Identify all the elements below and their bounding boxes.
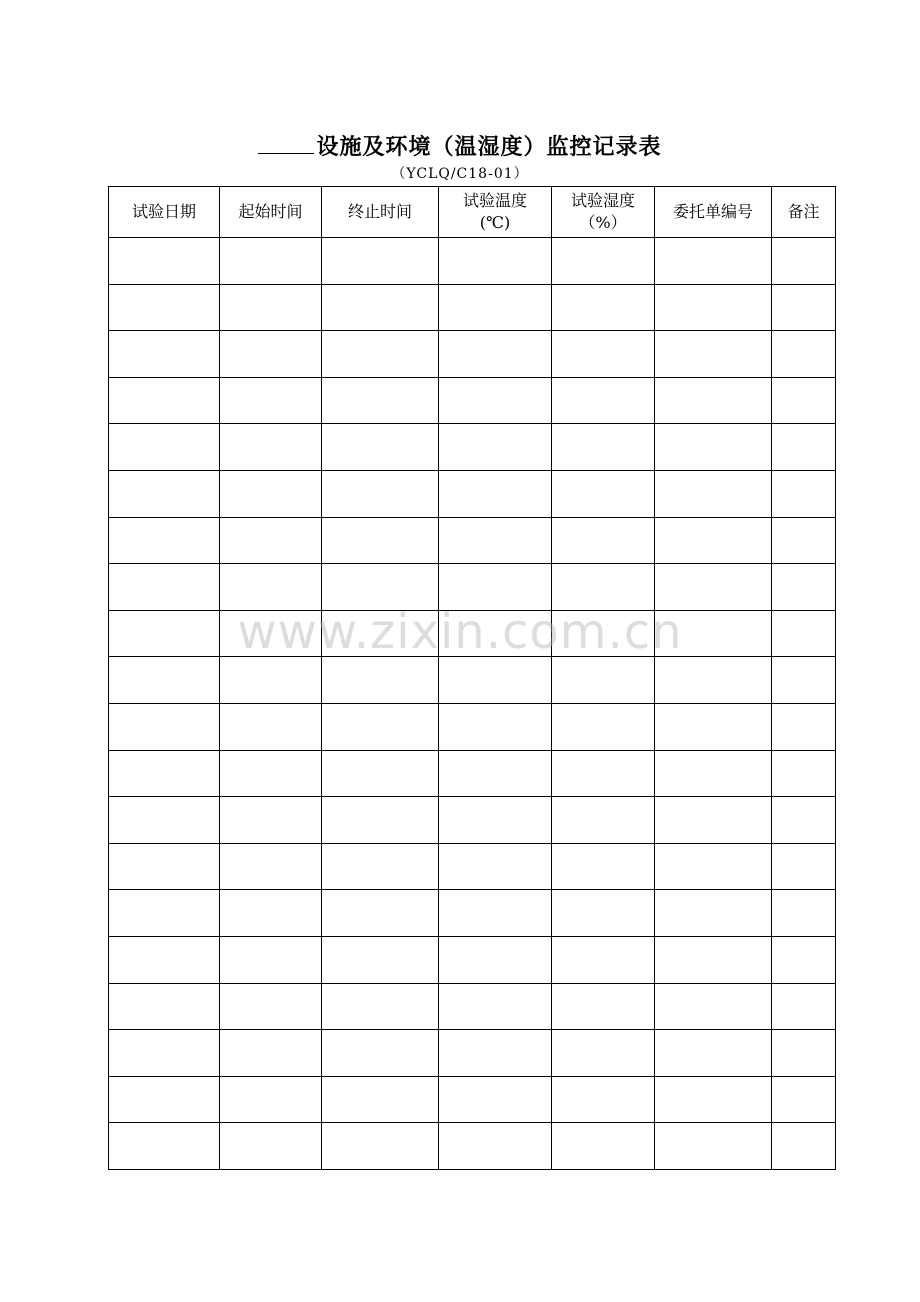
- table-row: [109, 517, 836, 564]
- title-text: 设施及环境（温湿度）监控记录表: [316, 134, 662, 160]
- header-end-time: [322, 187, 439, 238]
- table-cell[interactable]: [322, 750, 439, 797]
- table-cell[interactable]: [439, 1030, 552, 1077]
- table-cell[interactable]: [220, 470, 322, 517]
- table-cell[interactable]: [552, 936, 655, 983]
- table-cell[interactable]: [109, 1123, 220, 1170]
- table-cell[interactable]: [109, 331, 220, 378]
- table-cell[interactable]: [322, 983, 439, 1030]
- table-cell[interactable]: [220, 238, 322, 285]
- table-cell[interactable]: [322, 610, 439, 657]
- table-cell[interactable]: [439, 517, 552, 564]
- table-cell[interactable]: [109, 238, 220, 285]
- table-cell[interactable]: [322, 331, 439, 378]
- table-cell[interactable]: [552, 331, 655, 378]
- table-row: [109, 564, 836, 611]
- table-cell[interactable]: [109, 750, 220, 797]
- table-cell[interactable]: [772, 238, 836, 285]
- table-cell[interactable]: [772, 564, 836, 611]
- table-cell[interactable]: [220, 797, 322, 844]
- table-cell[interactable]: [439, 610, 552, 657]
- table-cell[interactable]: [655, 1076, 772, 1123]
- table-cell[interactable]: [220, 936, 322, 983]
- table-cell[interactable]: [655, 470, 772, 517]
- header-label: 委托单编号: [672, 202, 753, 221]
- table-cell[interactable]: [552, 703, 655, 750]
- table-cell[interactable]: [109, 936, 220, 983]
- table-cell[interactable]: [655, 1123, 772, 1170]
- table-cell[interactable]: [109, 983, 220, 1030]
- table-cell[interactable]: [439, 657, 552, 704]
- table-row: [109, 703, 836, 750]
- header-order-number: [655, 187, 772, 238]
- table-row: [109, 424, 836, 471]
- table-cell[interactable]: [322, 284, 439, 331]
- table-cell[interactable]: [439, 703, 552, 750]
- table-cell[interactable]: [109, 424, 220, 471]
- table-cell[interactable]: [655, 1030, 772, 1077]
- table-cell[interactable]: [772, 1076, 836, 1123]
- table-row: [109, 331, 836, 378]
- table-cell[interactable]: [220, 424, 322, 471]
- table-cell[interactable]: [322, 890, 439, 937]
- table-cell[interactable]: [439, 1076, 552, 1123]
- table-cell[interactable]: [552, 750, 655, 797]
- table-cell[interactable]: [439, 424, 552, 471]
- table-row: [109, 1076, 836, 1123]
- table-cell[interactable]: [322, 1030, 439, 1077]
- header-start-time: [220, 187, 322, 238]
- table-cell[interactable]: [655, 936, 772, 983]
- table-cell[interactable]: [439, 750, 552, 797]
- table-cell[interactable]: [220, 517, 322, 564]
- header-label: 起始时间: [238, 202, 303, 221]
- table-row: [109, 750, 836, 797]
- table-cell[interactable]: [109, 890, 220, 937]
- table-cell[interactable]: [552, 377, 655, 424]
- table-cell[interactable]: [109, 610, 220, 657]
- table-header-row: [109, 187, 836, 238]
- header-unit: (℃): [479, 213, 511, 232]
- table-row: [109, 610, 836, 657]
- table-cell[interactable]: [772, 331, 836, 378]
- table-cell[interactable]: [655, 843, 772, 890]
- monitoring-record-table: [108, 186, 836, 1170]
- table-cell[interactable]: [220, 750, 322, 797]
- table-cell[interactable]: [322, 564, 439, 611]
- table-cell[interactable]: [439, 843, 552, 890]
- table-cell[interactable]: [109, 657, 220, 704]
- table-cell[interactable]: [220, 284, 322, 331]
- table-cell[interactable]: [552, 284, 655, 331]
- table-cell[interactable]: [439, 377, 552, 424]
- table-cell[interactable]: [322, 517, 439, 564]
- table-cell[interactable]: [322, 657, 439, 704]
- table-cell[interactable]: [655, 703, 772, 750]
- table-cell[interactable]: [552, 517, 655, 564]
- table-cell[interactable]: [655, 238, 772, 285]
- table-cell[interactable]: [655, 424, 772, 471]
- table-cell[interactable]: [552, 610, 655, 657]
- table-row: [109, 238, 836, 285]
- table-cell[interactable]: [772, 1030, 836, 1077]
- table-row: [109, 1123, 836, 1170]
- table-cell[interactable]: [439, 890, 552, 937]
- table-cell[interactable]: [109, 284, 220, 331]
- table-cell[interactable]: [322, 377, 439, 424]
- table-cell[interactable]: [220, 1030, 322, 1077]
- table-cell[interactable]: [109, 843, 220, 890]
- table-row: [109, 936, 836, 983]
- header-label: 试验日期: [131, 202, 196, 221]
- table-cell[interactable]: [439, 983, 552, 1030]
- table-cell[interactable]: [322, 1076, 439, 1123]
- table-cell[interactable]: [109, 517, 220, 564]
- table-cell[interactable]: [322, 797, 439, 844]
- table-cell[interactable]: [552, 424, 655, 471]
- table-cell[interactable]: [552, 843, 655, 890]
- table-cell[interactable]: [772, 983, 836, 1030]
- header-test-humidity: [552, 187, 655, 238]
- table-cell[interactable]: [655, 983, 772, 1030]
- table-cell[interactable]: [655, 377, 772, 424]
- table-cell[interactable]: [322, 470, 439, 517]
- form-title: [0, 130, 920, 164]
- table-cell[interactable]: [772, 843, 836, 890]
- table-cell[interactable]: [220, 377, 322, 424]
- table-cell[interactable]: [772, 377, 836, 424]
- header-remarks: [772, 187, 836, 238]
- table-cell[interactable]: [109, 703, 220, 750]
- table-cell[interactable]: [552, 238, 655, 285]
- table-row: [109, 284, 836, 331]
- table-cell[interactable]: [220, 1123, 322, 1170]
- table-cell[interactable]: [322, 703, 439, 750]
- table-cell[interactable]: [772, 750, 836, 797]
- table-cell[interactable]: [439, 1123, 552, 1170]
- table-cell[interactable]: [439, 470, 552, 517]
- table-cell[interactable]: [552, 1123, 655, 1170]
- table-cell[interactable]: [552, 1030, 655, 1077]
- table-cell[interactable]: [220, 657, 322, 704]
- table-cell[interactable]: [552, 1076, 655, 1123]
- table-cell[interactable]: [552, 657, 655, 704]
- table-cell[interactable]: [220, 890, 322, 937]
- table-row: [109, 983, 836, 1030]
- table-cell[interactable]: [772, 936, 836, 983]
- table-cell[interactable]: [220, 843, 322, 890]
- table-cell[interactable]: [655, 284, 772, 331]
- table-cell[interactable]: [439, 936, 552, 983]
- table-cell[interactable]: [322, 1123, 439, 1170]
- table-cell[interactable]: [109, 797, 220, 844]
- table-cell[interactable]: [772, 517, 836, 564]
- header-label: 终止时间: [347, 202, 412, 221]
- table-cell[interactable]: [772, 890, 836, 937]
- table-cell[interactable]: [772, 703, 836, 750]
- table-cell[interactable]: [109, 470, 220, 517]
- table-body: [109, 238, 836, 1170]
- table-cell[interactable]: [109, 377, 220, 424]
- table-cell[interactable]: [220, 983, 322, 1030]
- table-cell[interactable]: [439, 797, 552, 844]
- table-cell[interactable]: [220, 331, 322, 378]
- table-cell[interactable]: [322, 843, 439, 890]
- header-test-temperature: [439, 187, 552, 238]
- table-cell[interactable]: [322, 238, 439, 285]
- table-cell[interactable]: [220, 610, 322, 657]
- header-unit: （%）: [579, 213, 627, 232]
- table-cell[interactable]: [772, 610, 836, 657]
- table-row: [109, 470, 836, 517]
- table-cell[interactable]: [655, 750, 772, 797]
- table-row: [109, 843, 836, 890]
- table-cell[interactable]: [655, 890, 772, 937]
- table-cell[interactable]: [772, 657, 836, 704]
- table-row: [109, 657, 836, 704]
- table-cell[interactable]: [109, 1030, 220, 1077]
- table-cell[interactable]: [655, 797, 772, 844]
- table-cell[interactable]: [655, 564, 772, 611]
- table-cell[interactable]: [439, 284, 552, 331]
- document-code: （YCLQ/C18-01）: [391, 166, 529, 182]
- header-label: 备注: [787, 202, 820, 221]
- table-cell[interactable]: [655, 610, 772, 657]
- table-cell[interactable]: [655, 331, 772, 378]
- table-cell[interactable]: [552, 564, 655, 611]
- table-cell[interactable]: [552, 890, 655, 937]
- table-cell[interactable]: [772, 470, 836, 517]
- table-cell[interactable]: [322, 424, 439, 471]
- table-cell[interactable]: [439, 238, 552, 285]
- table-cell[interactable]: [552, 797, 655, 844]
- header-test-date: [109, 187, 220, 238]
- table-row: [109, 890, 836, 937]
- table-cell[interactable]: [322, 936, 439, 983]
- table-row: [109, 1030, 836, 1077]
- watermark: www.zixin.com.cn: [237, 604, 683, 660]
- table-cell[interactable]: [220, 1076, 322, 1123]
- table-cell[interactable]: [109, 1076, 220, 1123]
- table-cell[interactable]: [220, 564, 322, 611]
- table-row: [109, 797, 836, 844]
- title-blank-line[interactable]: [258, 131, 314, 154]
- table-cell[interactable]: [552, 983, 655, 1030]
- header-label: 试验温度: [462, 191, 527, 210]
- table-cell[interactable]: [655, 657, 772, 704]
- table-cell[interactable]: [772, 424, 836, 471]
- table-cell[interactable]: [439, 331, 552, 378]
- table-cell[interactable]: [439, 564, 552, 611]
- table-cell[interactable]: [772, 284, 836, 331]
- table-cell[interactable]: [772, 797, 836, 844]
- table-cell[interactable]: [772, 1123, 836, 1170]
- table-cell[interactable]: [552, 470, 655, 517]
- table-cell[interactable]: [655, 517, 772, 564]
- table-cell[interactable]: [109, 564, 220, 611]
- table-row: [109, 377, 836, 424]
- table-cell[interactable]: [220, 703, 322, 750]
- header-label: 试验湿度: [570, 191, 635, 210]
